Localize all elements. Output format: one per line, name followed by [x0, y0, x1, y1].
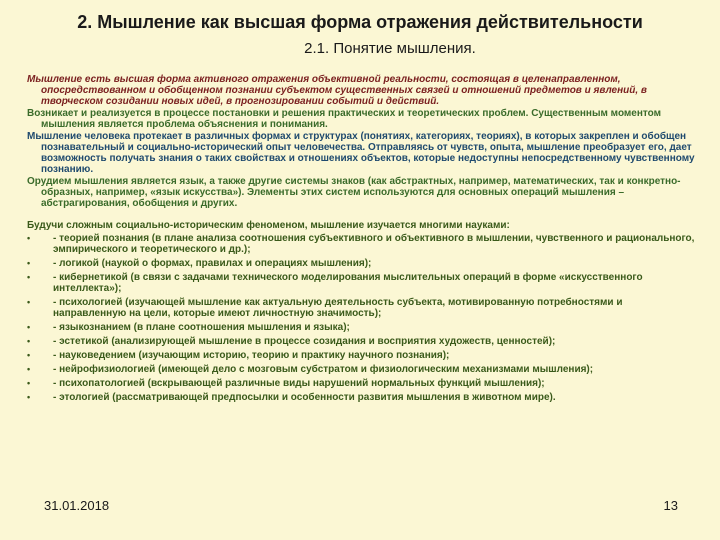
list-item	[27, 258, 697, 269]
forms-paragraph: Мышление человека протекает в различных формах и структурах (понятиях, категориях, теориях), в которых закреплен и обобщен познавательный и социально-исторический опыт человечества. Отправляясь от чувств, опыта, мышление преобразует его, дает возможность получать знания о таких свойствах и отношениях объектов, которые недоступны непосредственному чувственному познанию.	[27, 131, 695, 175]
list-item	[27, 336, 697, 347]
list-item-text: - этологией (рассматривающей предпосылки и особенности развития мышления в животном мире).	[53, 392, 556, 403]
list-item	[27, 392, 697, 403]
bullet-icon: •	[27, 322, 31, 332]
bullet-icon: •	[27, 378, 31, 388]
bullet-icon: •	[27, 272, 31, 282]
list-item-text: - логикой (наукой о формах, правилах и операциях мышления);	[53, 258, 372, 269]
list-item	[27, 378, 697, 389]
tools-paragraph: Орудием мышления является язык, а также другие системы знаков (как абстрактных, например, математических, так и конкретно-образных, например, «язык искусства»). Элементы этих систем используются для основных операций мышления – абстрагирования, обобщения и других.	[27, 176, 681, 209]
page-number: 13	[663, 498, 678, 513]
list-item	[27, 272, 697, 294]
list-item-text: - языкознанием (в плане соотношения мышления и языка);	[53, 322, 350, 333]
bullet-icon: •	[27, 364, 31, 374]
slide-subtitle: 2.1. Понятие мышления.	[304, 40, 476, 57]
bullet-icon: •	[27, 336, 31, 346]
list-item	[27, 364, 697, 375]
list-item-text: - эстетикой (анализирующей мышление в процессе созидания и восприятия художеств, ценностей);	[53, 336, 556, 347]
bullet-icon: •	[27, 297, 31, 307]
list-item	[27, 322, 697, 333]
footer-date: 31.01.2018	[44, 498, 110, 513]
bullet-icon: •	[27, 258, 31, 268]
sciences-list	[27, 233, 697, 403]
definition-paragraph: Мышление есть высшая форма активного отражения объективной реальности, состоящая в целенаправленном, опосредствованном и обобщенном познании субъектом существенных связей и отношений предметов и явлений, в творческом созидании новых идей, в прогнозировании событий и действий.	[27, 74, 647, 107]
list-item-text: - психологией (изучающей мышление как актуальную деятельность субъекта, мотивированную потребностями и направленную на цели, которые имеют личностную значимость);	[53, 297, 623, 319]
list-item	[27, 233, 697, 255]
sciences-section	[27, 220, 697, 403]
list-item-text: - теорией познания (в плане анализа соотношения субъективного и объективного в мышлении, чувственного и рационального, эмпирического и теоретического и др.);	[53, 233, 695, 255]
slide-title: 2. Мышление как высшая форма отражения действительности	[77, 12, 643, 32]
list-item-text: - нейрофизиологией (имеющей дело с мозговым субстратом и физиологическим механизмами мышления);	[53, 364, 594, 375]
sciences-lead: Будучи сложным социально-историческим феноменом, мышление изучается многими науками:	[27, 220, 510, 231]
bullet-icon: •	[27, 392, 31, 402]
arises-paragraph: Возникает и реализуется в процессе постановки и решения практических и теоретических проблем. Существенным моментом мышления является проблема объяснения и понимания.	[27, 108, 662, 130]
list-item-text: - психопатологией (вскрывающей различные виды нарушений нормальных функций мышления);	[53, 378, 545, 389]
bullet-icon: •	[27, 233, 31, 243]
list-item-text: - кибернетикой (в связи с задачами технического моделирования мыслительных операций в форме «искусственного интеллекта»);	[53, 272, 643, 294]
list-item-text: - науковедением (изучающим историю, теорию и практику научного познания);	[53, 350, 450, 361]
slide-content	[27, 74, 697, 406]
list-item	[27, 297, 697, 319]
bullet-icon: •	[27, 350, 31, 360]
list-item	[27, 350, 697, 361]
